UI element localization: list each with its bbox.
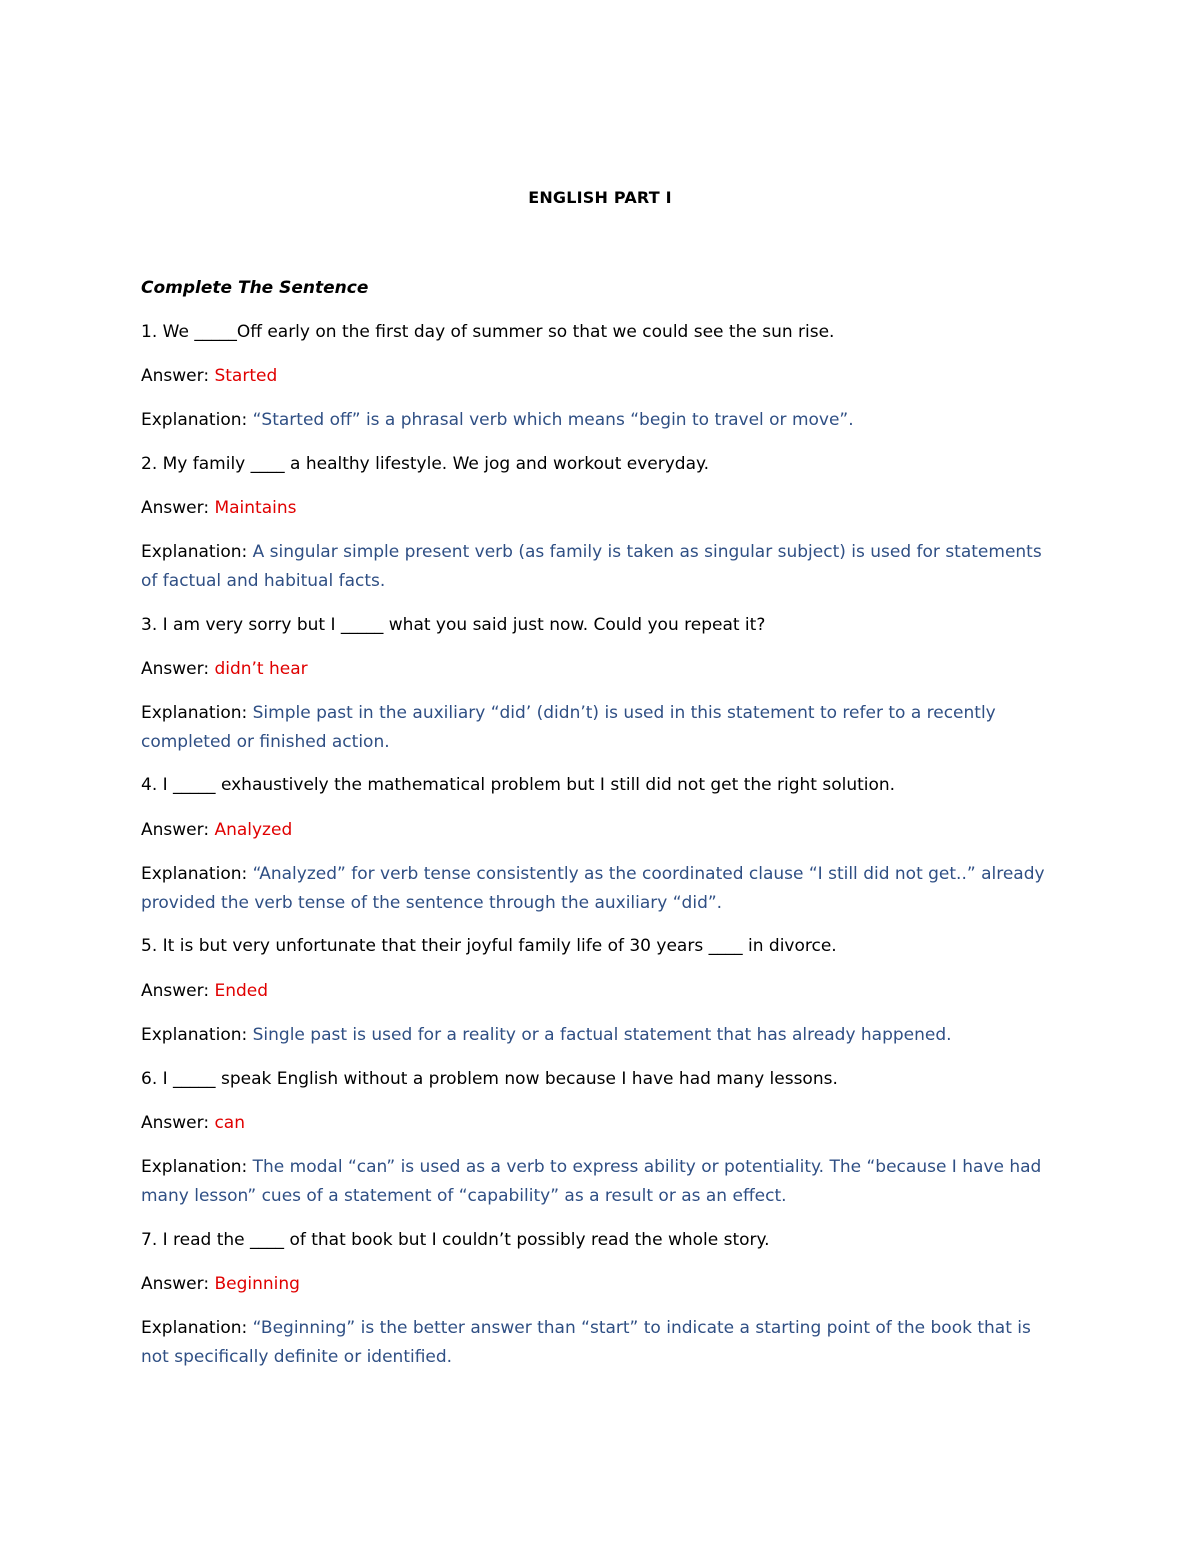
answer-value: didn’t hear xyxy=(214,659,308,679)
explanation-text: Single past is used for a reality or a factual statement that has already happened. xyxy=(252,1025,952,1045)
answer-2 xyxy=(141,494,1061,523)
answer-4 xyxy=(141,816,1061,845)
explanation-5 xyxy=(141,1021,1061,1050)
explanation-4 xyxy=(141,860,1061,918)
explanation-label: Explanation: xyxy=(141,703,253,723)
explanation-1 xyxy=(141,406,1061,435)
answer-1 xyxy=(141,362,1061,391)
answer-value: Ended xyxy=(214,981,269,1001)
question-number: 7. xyxy=(141,1230,158,1250)
question-text: I _____ exhaustively the mathematical problem but I still did not get the right solution. xyxy=(162,775,896,795)
answer-value: Analyzed xyxy=(214,820,293,840)
explanation-text: The modal “can” is used as a verb to express ability or potentiality. The “because I have had many lesson” cues of a statement of “capability” as a result or as an effect. xyxy=(141,1157,1042,1206)
question-7 xyxy=(141,1226,1061,1255)
question-2 xyxy=(141,450,1061,479)
answer-label: Answer: xyxy=(141,366,215,386)
answer-label: Answer: xyxy=(141,1113,215,1133)
answer-label: Answer: xyxy=(141,498,215,518)
section-title: Complete The Sentence xyxy=(141,278,369,298)
explanation-label: Explanation: xyxy=(141,542,253,562)
question-5 xyxy=(141,932,1061,961)
answer-3 xyxy=(141,655,1061,684)
explanation-text: A singular simple present verb (as family is taken as singular subject) is used for statements of factual and habitual facts. xyxy=(141,542,1042,591)
answer-label: Answer: xyxy=(141,820,215,840)
question-number: 3. xyxy=(141,615,158,635)
explanation-label: Explanation: xyxy=(141,1025,253,1045)
question-number: 1. xyxy=(141,322,158,342)
question-3 xyxy=(141,611,1061,640)
answer-label: Answer: xyxy=(141,1274,215,1294)
question-number: 6. xyxy=(141,1069,158,1089)
explanation-text: “Started off” is a phrasal verb which means “begin to travel or move”. xyxy=(252,410,854,430)
question-text: I am very sorry but I _____ what you said just now. Could you repeat it? xyxy=(162,615,766,635)
question-text: I _____ speak English without a problem now because I have had many lessons. xyxy=(162,1069,838,1089)
explanation-text: Simple past in the auxiliary “did’ (didn’t) is used in this statement to refer to a recently completed or finished action. xyxy=(141,703,996,752)
question-text: I read the ____ of that book but I couldn’t possibly read the whole story. xyxy=(162,1230,770,1250)
answer-7 xyxy=(141,1270,1061,1299)
answer-value: Maintains xyxy=(214,498,297,518)
answer-value: can xyxy=(214,1113,245,1133)
explanation-2 xyxy=(141,538,1061,596)
answer-value: Started xyxy=(214,366,278,386)
explanation-label: Explanation: xyxy=(141,410,253,430)
question-4 xyxy=(141,771,1061,800)
answer-label: Answer: xyxy=(141,981,215,1001)
question-1 xyxy=(141,318,1061,347)
explanation-text: “Beginning” is the better answer than “start” to indicate a starting point of the book that is not specifically definite or identified. xyxy=(141,1318,1031,1367)
answer-label: Answer: xyxy=(141,659,215,679)
question-6 xyxy=(141,1065,1061,1094)
question-number: 2. xyxy=(141,454,158,474)
question-text: It is but very unfortunate that their joyful family life of 30 years ____ in divorce. xyxy=(162,936,837,956)
question-text: We _____Off early on the first day of summer so that we could see the sun rise. xyxy=(162,322,835,342)
question-text: My family ____ a healthy lifestyle. We jog and workout everyday. xyxy=(162,454,710,474)
document-title: ENGLISH PART I xyxy=(528,188,672,207)
answer-5 xyxy=(141,977,1061,1006)
question-number: 5. xyxy=(141,936,158,956)
explanation-text: “Analyzed” for verb tense consistently as the coordinated clause “I still did not get..” already provided the verb tense of the sentence through the auxiliary “did”. xyxy=(141,864,1045,913)
explanation-label: Explanation: xyxy=(141,1157,253,1177)
explanation-label: Explanation: xyxy=(141,864,253,884)
explanation-6 xyxy=(141,1153,1061,1211)
answer-6 xyxy=(141,1109,1061,1138)
explanation-7 xyxy=(141,1314,1061,1372)
question-number: 4. xyxy=(141,775,158,795)
explanation-label: Explanation: xyxy=(141,1318,253,1338)
answer-value: Beginning xyxy=(214,1274,300,1294)
explanation-3 xyxy=(141,699,1061,757)
